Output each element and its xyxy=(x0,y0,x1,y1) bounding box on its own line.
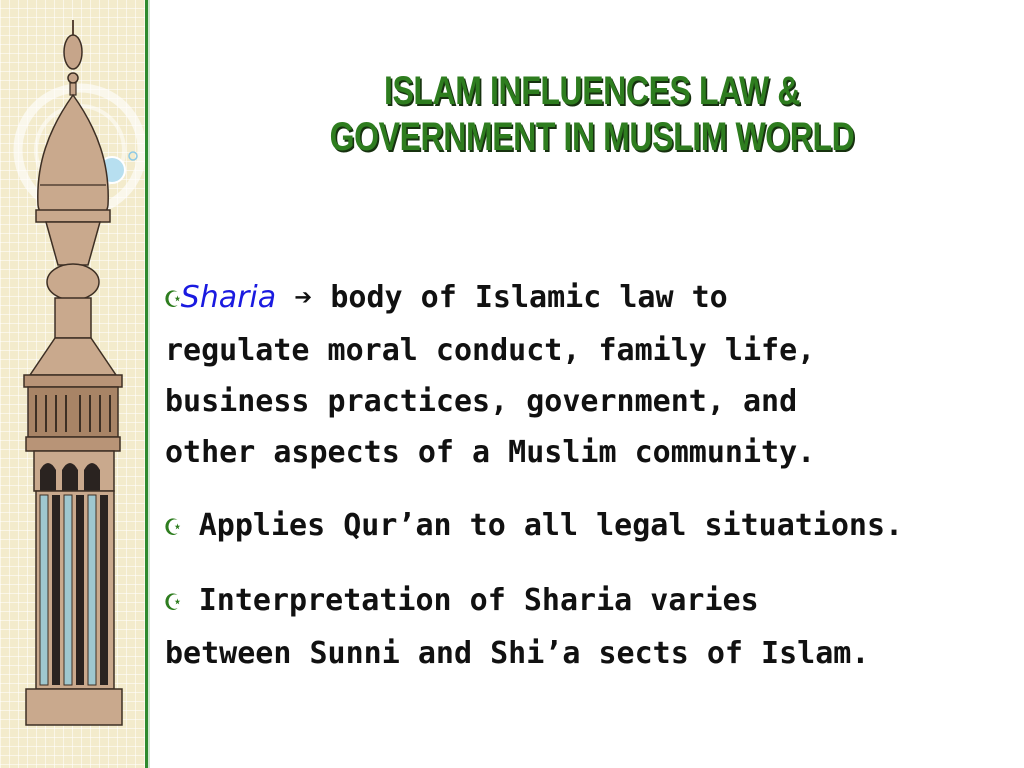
bullet-line: business practices, government, and xyxy=(165,384,798,419)
bullet-line: other aspects of a Muslim community. xyxy=(165,435,816,470)
bullet-sharia xyxy=(165,272,1015,478)
term-sharia: Sharia xyxy=(180,280,277,315)
minaret-illustration xyxy=(0,0,145,768)
slide-title xyxy=(246,68,937,160)
bullet-text: body of Islamic law to xyxy=(330,280,728,315)
arrow-icon: ➔ xyxy=(294,280,313,315)
bullet-text: Interpretation of Sharia varies xyxy=(198,583,759,618)
divider-shadow xyxy=(148,0,150,768)
bullet-line: regulate moral conduct, family life, xyxy=(165,333,816,368)
bullet-line xyxy=(165,575,1015,628)
bullet-line xyxy=(165,500,1015,553)
crescent-star-icon: ☪ xyxy=(165,284,181,314)
crescent-star-icon: ☪ xyxy=(165,587,181,617)
bullet-line: between Sunni and Shi’a sects of Islam. xyxy=(165,636,870,671)
bullet-line xyxy=(165,272,1015,325)
bullet-text: Applies Qur’an to all legal situations. xyxy=(198,508,904,543)
title-line-1: ISLAM INFLUENCES LAW & xyxy=(383,69,801,113)
crescent-star-icon: ☪ xyxy=(165,512,181,542)
title-line-2: GOVERNMENT IN MUSLIM WORLD xyxy=(329,115,855,159)
bullet-list xyxy=(165,272,1015,701)
decorative-side-panel xyxy=(0,0,145,768)
bullet-interpretation xyxy=(165,575,1015,679)
bullet-quran xyxy=(165,500,1015,553)
